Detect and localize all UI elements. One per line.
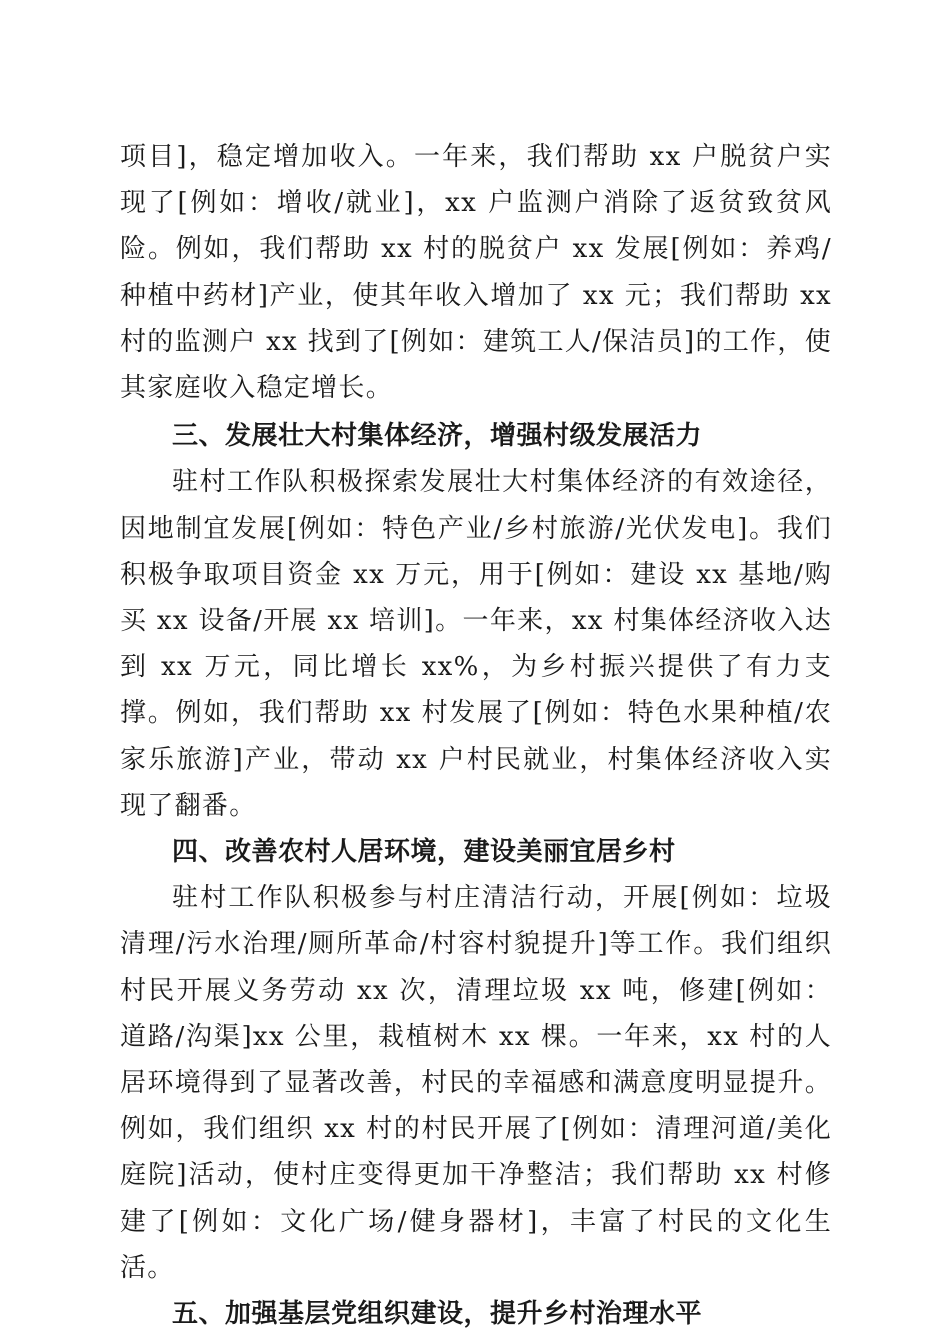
section-heading-5: 五、加强基层党组织建设，提升乡村治理水平 <box>172 1299 703 1330</box>
section-3-paragraph: 驻村工作队积极探索发展壮大村集体经济的有效途径，因地制宜发展[例如：特色产业/乡村旅游/光伏发电]。我们积极争取项目资金 xx 万元，用于[例如：建设 xx 基地/购买 xx 设备/开展 xx 培训]。一年来，xx 村集体经济收入达到 xx 万元，同比增长 xx%，为乡村振兴提供了有力支撑。例如，我们帮助 xx 村发展了[例如：特色水果种植/农家乐旅游]产业，带动 xx 户村民就业，村集体经济收入实现了翻番。 <box>120 467 832 821</box>
section-heading-3: 三、发展壮大村集体经济，增强村级发展活力 <box>172 421 703 452</box>
intro-paragraph: 项目]，稳定增加收入。一年来，我们帮助 xx 户脱贫户实现了[例如：增收/就业]，xx 户监测户消除了返贫致贫风险。例如，我们帮助 xx 村的脱贫户 xx 发展[例如：养鸡/种植中药材]产业，使其年收入增加了 xx 元；我们帮助 xx 村的监测户 xx 找到了[例如：建筑工人/保洁员]的工作，使其家庭收入稳定增长。 <box>120 142 832 404</box>
section-heading-4: 四、改善农村人居环境，建设美丽宜居乡村 <box>172 837 676 868</box>
document-page <box>120 134 832 1337</box>
section-4-paragraph: 驻村工作队积极参与村庄清洁行动，开展[例如：垃圾清理/污水治理/厕所革命/村容村貌提升]等工作。我们组织村民开展义务劳动 xx 次，清理垃圾 xx 吨，修建[例如：道路/沟渠]xx 公里，栽植树木 xx 棵。一年来，xx 村的人居环境得到了显著改善，村民的幸福感和满意度明显提升。例如，我们组织 xx 村的村民开展了[例如：清理河道/美化庭院]活动，使村庄变得更加干净整洁；我们帮助 xx 村修建了[例如：文化广场/健身器材]，丰富了村民的文化生活。 <box>120 883 832 1283</box>
